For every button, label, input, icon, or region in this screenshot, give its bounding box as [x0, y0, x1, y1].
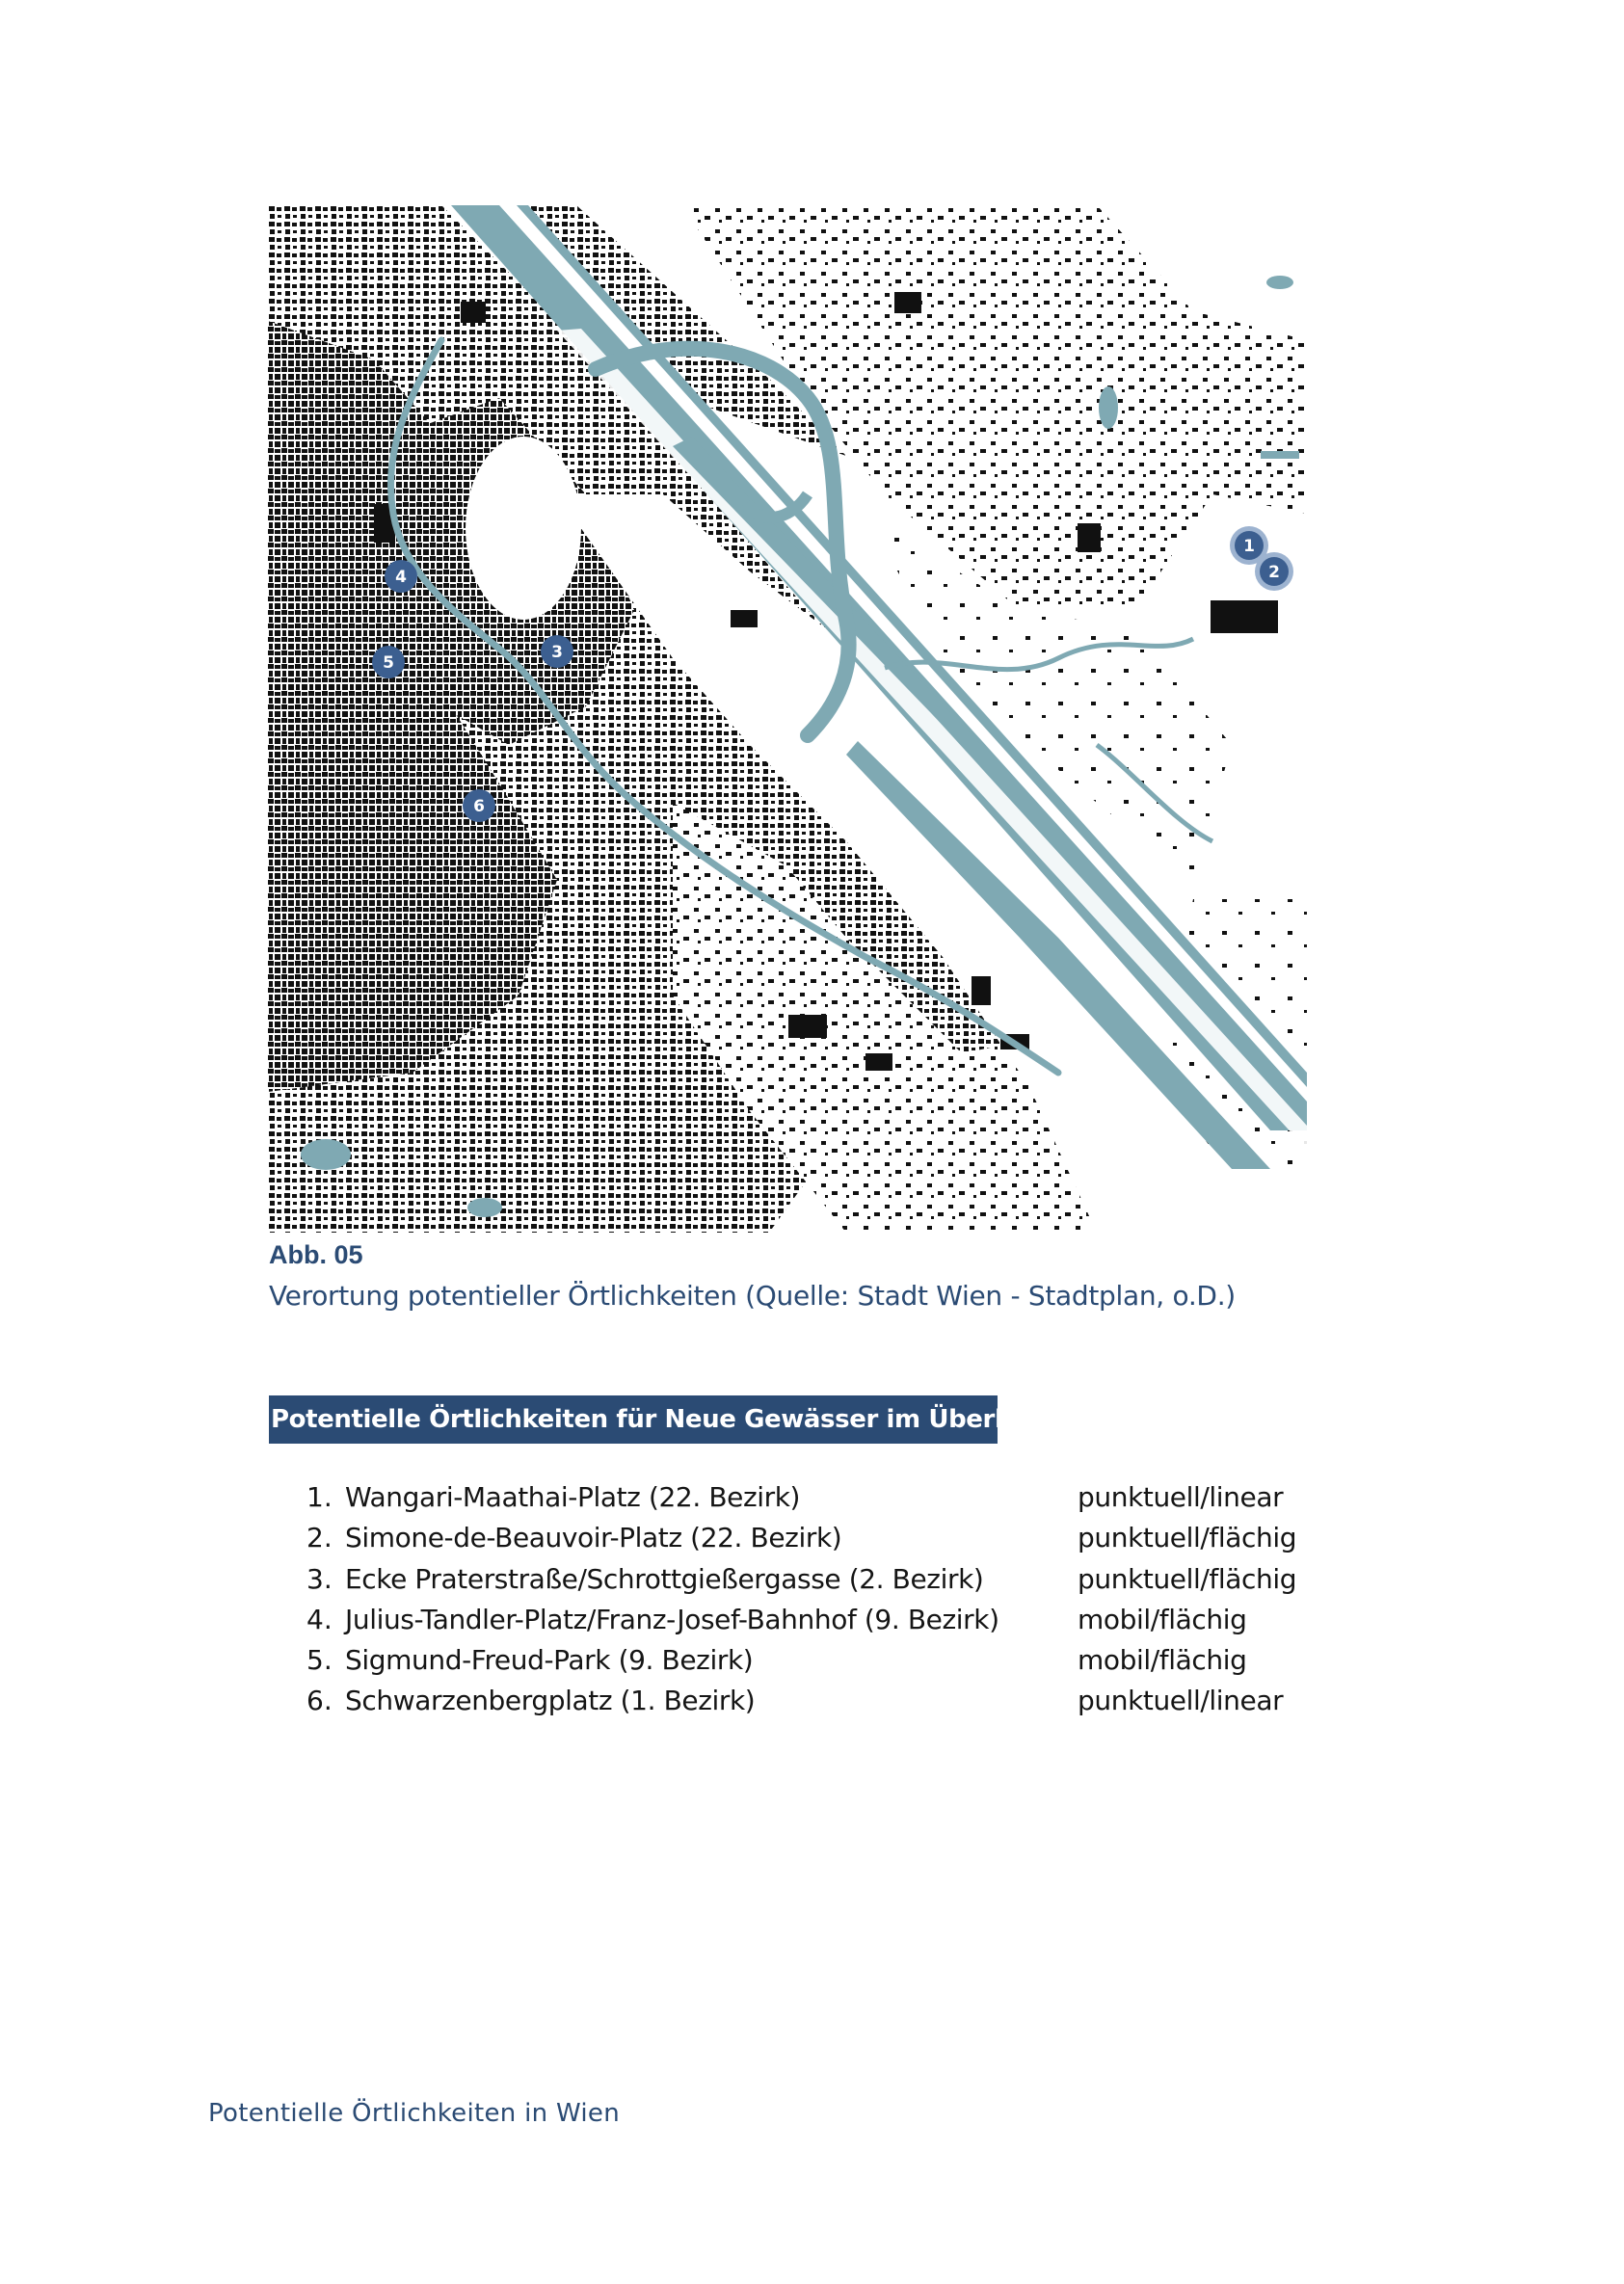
list-item-name: Schwarzenbergplatz (1. Bezirk)	[345, 1685, 756, 1717]
marker-4-label: 4	[395, 568, 407, 587]
marker-2[interactable]	[1255, 552, 1293, 591]
section-heading: Potentielle Örtlichkeiten für Neue Gewässer im Überblick	[269, 1395, 998, 1444]
marker-1-label: 1	[1243, 537, 1255, 556]
list-item-type: punktuell/linear	[1078, 1481, 1284, 1513]
figure-caption: Verortung potentieller Örtlichkeiten (Quelle: Stadt Wien - Stadtplan, o.D.)	[269, 1280, 1236, 1312]
figure-label: Abb. 05	[269, 1240, 363, 1269]
list-item-name: Julius-Tandler-Platz/Franz-Josef-Bahnhof (9. Bezirk)	[345, 1603, 999, 1635]
list-item-number: 1.	[306, 1481, 333, 1513]
list-item-type: mobil/flächig	[1078, 1644, 1247, 1677]
marker-3[interactable]	[541, 635, 573, 668]
page-footer: Potentielle Örtlichkeiten in Wien	[208, 2099, 621, 2128]
list-item-type: punktuell/linear	[1078, 1685, 1284, 1717]
list-item	[289, 1563, 1311, 1604]
marker-5-label: 5	[383, 653, 394, 673]
list-item	[289, 1481, 1311, 1522]
list-item-name: Sigmund-Freud-Park (9. Bezirk)	[345, 1644, 754, 1677]
marker-2-label: 2	[1268, 563, 1280, 582]
list-item-number: 4.	[306, 1603, 333, 1635]
list-item-name: Ecke Praterstraße/Schrottgießergasse (2. Bezirk)	[345, 1562, 984, 1595]
list-item-name: Simone-de-Beauvoir-Platz (22. Bezirk)	[345, 1522, 842, 1554]
marker-6-label: 6	[473, 797, 485, 816]
list-item-type: punktuell/flächig	[1078, 1562, 1297, 1595]
list-item-number: 5.	[306, 1644, 333, 1677]
list-item	[289, 1522, 1311, 1562]
city-map-svg	[268, 205, 1307, 1233]
list-item-number: 3.	[306, 1562, 333, 1595]
marker-4[interactable]	[385, 560, 417, 593]
marker-6[interactable]	[463, 789, 495, 822]
places-list	[289, 1481, 1311, 1726]
list-item	[289, 1644, 1311, 1685]
list-item	[289, 1685, 1311, 1725]
marker-3-label: 3	[551, 643, 563, 662]
marker-5[interactable]	[372, 646, 405, 678]
list-item-number: 2.	[306, 1522, 333, 1554]
list-item-name: Wangari-Maathai-Platz (22. Bezirk)	[345, 1481, 801, 1513]
list-item-type: punktuell/flächig	[1078, 1522, 1297, 1554]
list-item-number: 6.	[306, 1685, 333, 1717]
list-item	[289, 1604, 1311, 1644]
city-map	[268, 205, 1307, 1233]
list-item-type: mobil/flächig	[1078, 1603, 1247, 1635]
